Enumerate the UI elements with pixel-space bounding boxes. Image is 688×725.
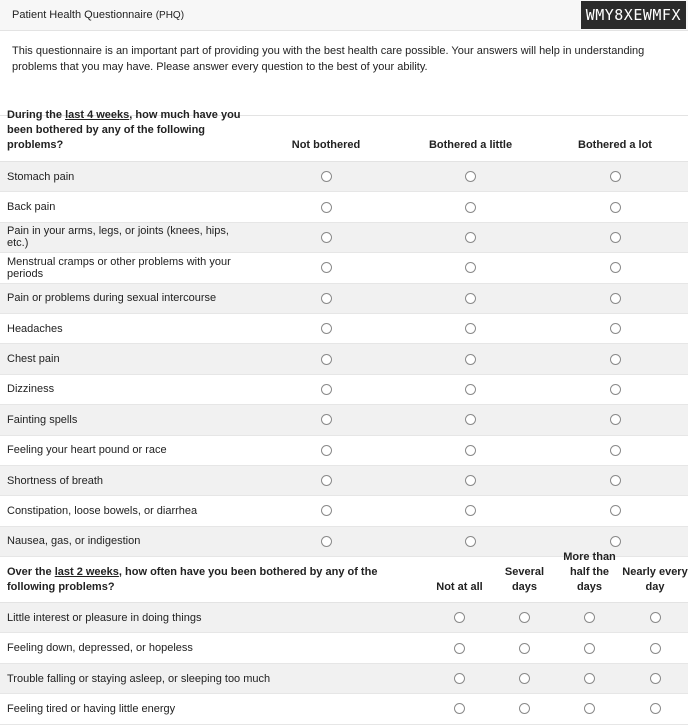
question-row bbox=[0, 466, 688, 496]
answer-radio[interactable] bbox=[519, 673, 530, 684]
question-label: Nausea, gas, or indigestion bbox=[7, 535, 141, 548]
option-cell bbox=[399, 202, 542, 213]
option-cell bbox=[399, 171, 542, 182]
option-cell bbox=[399, 323, 542, 334]
answer-radio[interactable] bbox=[454, 673, 465, 684]
answer-radio[interactable] bbox=[454, 703, 465, 714]
question-label: Stomach pain bbox=[7, 170, 75, 183]
option-cell bbox=[492, 673, 557, 684]
question-row bbox=[0, 253, 688, 283]
answer-radio[interactable] bbox=[584, 703, 595, 714]
option-cell bbox=[399, 262, 542, 273]
answer-radio[interactable] bbox=[584, 673, 595, 684]
answer-radio[interactable] bbox=[610, 505, 621, 516]
answer-radio[interactable] bbox=[465, 171, 476, 182]
answer-radio[interactable] bbox=[454, 643, 465, 654]
question-label: Chest pain bbox=[7, 353, 60, 366]
option-cell bbox=[492, 612, 557, 623]
option-cell bbox=[557, 612, 622, 623]
option-cell bbox=[622, 643, 688, 654]
answer-radio[interactable] bbox=[650, 612, 661, 623]
answer-radio[interactable] bbox=[465, 414, 476, 425]
question-label: Back pain bbox=[7, 201, 56, 214]
option-cell bbox=[253, 445, 399, 456]
answer-radio[interactable] bbox=[610, 293, 621, 304]
answer-radio[interactable] bbox=[454, 612, 465, 623]
option-cell bbox=[427, 643, 492, 654]
answer-radio[interactable] bbox=[321, 171, 332, 182]
question-row bbox=[0, 344, 688, 374]
option-cell bbox=[427, 673, 492, 684]
answer-radio[interactable] bbox=[465, 445, 476, 456]
answer-radio[interactable] bbox=[465, 354, 476, 365]
section2-option-header: More than half the days bbox=[563, 551, 616, 594]
option-cell bbox=[542, 262, 688, 273]
question-row bbox=[0, 284, 688, 314]
question-label: Feeling down, depressed, or hopeless bbox=[7, 642, 193, 655]
answer-radio[interactable] bbox=[610, 354, 621, 365]
section1-header bbox=[0, 109, 688, 162]
option-cell bbox=[492, 643, 557, 654]
question-row bbox=[0, 436, 688, 466]
answer-radio[interactable] bbox=[321, 293, 332, 304]
question-row bbox=[0, 664, 688, 694]
option-cell bbox=[542, 354, 688, 365]
answer-radio[interactable] bbox=[321, 384, 332, 395]
option-cell bbox=[253, 323, 399, 334]
option-cell bbox=[399, 505, 542, 516]
option-cell bbox=[427, 703, 492, 714]
option-cell bbox=[253, 171, 399, 182]
answer-radio[interactable] bbox=[465, 202, 476, 213]
question-label: Shortness of breath bbox=[7, 474, 104, 487]
option-cell bbox=[399, 384, 542, 395]
question-row bbox=[0, 603, 688, 633]
question-label: Constipation, loose bowels, or diarrhea bbox=[7, 504, 198, 517]
option-cell bbox=[542, 293, 688, 304]
answer-radio[interactable] bbox=[321, 323, 332, 334]
answer-radio[interactable] bbox=[321, 475, 332, 486]
question-label: Pain or problems during sexual intercourse bbox=[7, 292, 217, 305]
answer-radio[interactable] bbox=[610, 171, 621, 182]
question-label: Fainting spells bbox=[7, 413, 78, 426]
answer-radio[interactable] bbox=[465, 536, 476, 547]
option-cell bbox=[253, 505, 399, 516]
answer-radio[interactable] bbox=[465, 505, 476, 516]
code-badge: WMY8XEWMFX bbox=[581, 1, 686, 29]
option-cell bbox=[542, 232, 688, 243]
answer-radio[interactable] bbox=[465, 262, 476, 273]
option-cell bbox=[542, 202, 688, 213]
option-cell bbox=[399, 536, 542, 547]
section1-question: During the last 4 weeks, how much have you been bothered by any of the following problems? bbox=[7, 109, 241, 151]
answer-radio[interactable] bbox=[519, 612, 530, 623]
question-label: Trouble falling or staying asleep, or sleeping too much bbox=[7, 672, 271, 685]
question-row bbox=[0, 633, 688, 663]
answer-radio[interactable] bbox=[321, 354, 332, 365]
question-label: Dizziness bbox=[7, 383, 55, 396]
option-cell bbox=[399, 445, 542, 456]
answer-radio[interactable] bbox=[650, 643, 661, 654]
option-cell bbox=[542, 475, 688, 486]
option-cell bbox=[542, 171, 688, 182]
question-row bbox=[0, 314, 688, 344]
option-cell bbox=[542, 445, 688, 456]
section2-header bbox=[0, 551, 688, 603]
answer-radio[interactable] bbox=[650, 703, 661, 714]
question-row bbox=[0, 162, 688, 192]
answer-radio[interactable] bbox=[610, 262, 621, 273]
option-cell bbox=[399, 293, 542, 304]
section2-option-header: Not at all bbox=[436, 581, 483, 594]
option-cell bbox=[253, 202, 399, 213]
option-cell bbox=[542, 505, 688, 516]
option-cell bbox=[253, 475, 399, 486]
page-title bbox=[12, 9, 184, 21]
option-cell bbox=[399, 354, 542, 365]
question-row bbox=[0, 192, 688, 222]
answer-radio[interactable] bbox=[321, 232, 332, 243]
answer-radio[interactable] bbox=[584, 612, 595, 623]
answer-radio[interactable] bbox=[610, 202, 621, 213]
question-label: Menstrual cramps or other problems with your periods bbox=[7, 255, 231, 280]
section1-option-header: Not bothered bbox=[291, 139, 361, 151]
question-row bbox=[0, 375, 688, 405]
answer-radio[interactable] bbox=[519, 703, 530, 714]
option-cell bbox=[253, 414, 399, 425]
answer-radio[interactable] bbox=[610, 384, 621, 395]
option-cell bbox=[253, 384, 399, 395]
title-suffix: (PHQ) bbox=[155, 10, 185, 21]
question-label: Little interest or pleasure in doing things bbox=[7, 611, 202, 624]
answer-radio[interactable] bbox=[610, 232, 621, 243]
option-cell bbox=[557, 703, 622, 714]
option-cell bbox=[542, 323, 688, 334]
option-cell bbox=[492, 703, 557, 714]
answer-radio[interactable] bbox=[465, 293, 476, 304]
question-row bbox=[0, 405, 688, 435]
question-row bbox=[0, 496, 688, 526]
answer-radio[interactable] bbox=[321, 536, 332, 547]
question-label: Feeling your heart pound or race bbox=[7, 444, 167, 457]
answer-radio[interactable] bbox=[519, 643, 530, 654]
answer-radio[interactable] bbox=[610, 414, 621, 425]
section2-question: Over the last 2 weeks, how often have you been bothered by any of the following problems? bbox=[7, 566, 378, 594]
option-cell bbox=[399, 414, 542, 425]
answer-radio[interactable] bbox=[610, 536, 621, 547]
question-label: Feeling tired or having little energy bbox=[7, 702, 176, 715]
section2-option-header: Several days bbox=[504, 566, 545, 594]
option-cell bbox=[253, 354, 399, 365]
option-cell bbox=[622, 703, 688, 714]
answer-radio[interactable] bbox=[610, 323, 621, 334]
answer-radio[interactable] bbox=[610, 475, 621, 486]
answer-radio[interactable] bbox=[584, 643, 595, 654]
question-label: Headaches bbox=[7, 322, 63, 335]
answer-radio[interactable] bbox=[321, 202, 332, 213]
answer-radio[interactable] bbox=[321, 414, 332, 425]
option-cell bbox=[253, 293, 399, 304]
option-cell bbox=[253, 232, 399, 243]
option-cell bbox=[622, 673, 688, 684]
section2-option-header: Nearly every day bbox=[622, 566, 688, 594]
question-label: Pain in your arms, legs, or joints (knees, hips, etc.) bbox=[7, 225, 229, 250]
section1-option-header: Bothered a lot bbox=[578, 139, 652, 151]
answer-radio[interactable] bbox=[465, 475, 476, 486]
answer-radio[interactable] bbox=[465, 232, 476, 243]
option-cell bbox=[427, 612, 492, 623]
option-cell bbox=[253, 536, 399, 547]
option-cell bbox=[622, 612, 688, 623]
answer-radio[interactable] bbox=[321, 505, 332, 516]
option-cell bbox=[542, 536, 688, 547]
option-cell bbox=[399, 475, 542, 486]
intro-text: This questionnaire is an important part of providing you with the best health care possible. Your answers will help in understanding problems that you may have. Please answer every question to the best of your ability. bbox=[0, 31, 688, 116]
answer-radio[interactable] bbox=[465, 323, 476, 334]
section1-option-header: Bothered a little bbox=[428, 139, 513, 151]
option-cell bbox=[557, 673, 622, 684]
option-cell bbox=[542, 384, 688, 395]
option-cell bbox=[253, 262, 399, 273]
question-row bbox=[0, 694, 688, 724]
page-header bbox=[0, 0, 688, 31]
title-main: Patient Health Questionnaire bbox=[12, 9, 156, 21]
option-cell bbox=[399, 232, 542, 243]
question-row bbox=[0, 223, 688, 253]
option-cell bbox=[557, 643, 622, 654]
answer-radio[interactable] bbox=[465, 384, 476, 395]
answer-radio[interactable] bbox=[650, 673, 661, 684]
answer-radio[interactable] bbox=[321, 445, 332, 456]
option-cell bbox=[542, 414, 688, 425]
answer-radio[interactable] bbox=[610, 445, 621, 456]
answer-radio[interactable] bbox=[321, 262, 332, 273]
